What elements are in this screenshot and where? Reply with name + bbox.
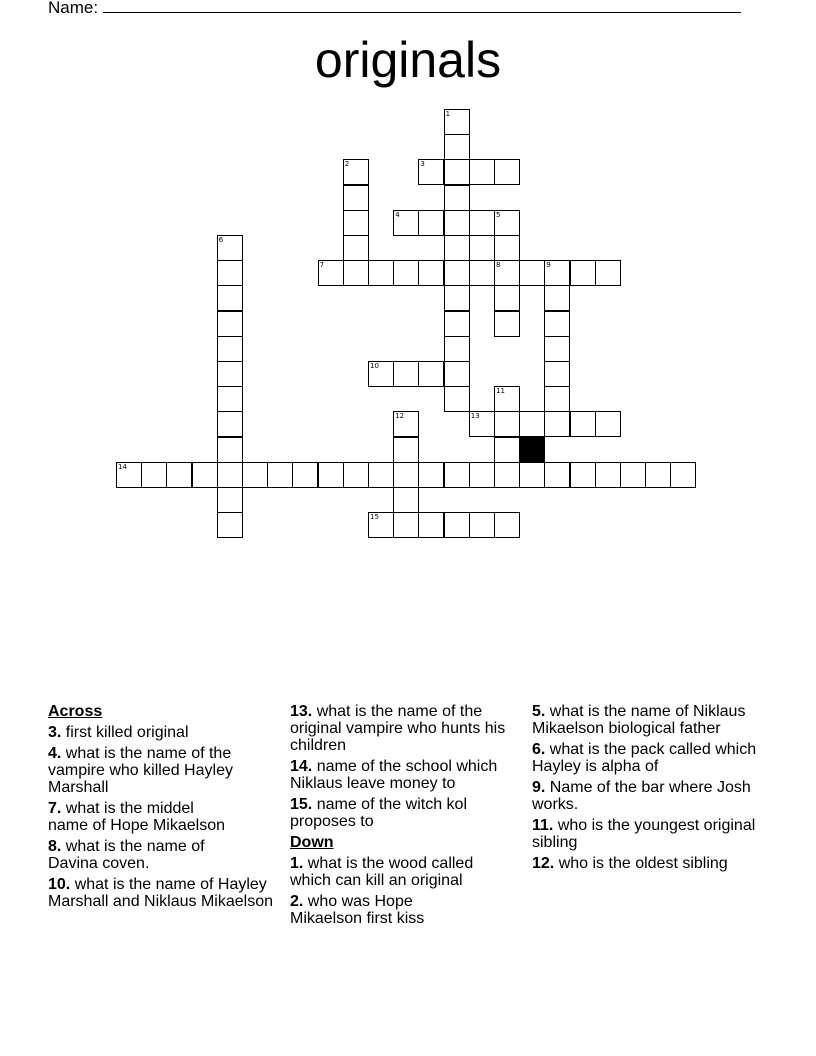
- across-heading: Across: [48, 703, 103, 720]
- grid-cell[interactable]: [217, 285, 243, 311]
- grid-cell[interactable]: [544, 462, 570, 488]
- grid-cell[interactable]: [494, 235, 520, 261]
- grid-cell[interactable]: [393, 437, 419, 463]
- grid-cell[interactable]: [418, 512, 444, 538]
- grid-cell[interactable]: [217, 487, 243, 513]
- grid-cell[interactable]: [494, 285, 520, 311]
- grid-cell[interactable]: [217, 336, 243, 362]
- clue-down-9: 9. Name of the bar where Josh works.: [532, 779, 751, 813]
- grid-cell[interactable]: [343, 185, 369, 211]
- grid-cell[interactable]: [469, 411, 495, 437]
- grid-cell[interactable]: [217, 235, 243, 261]
- grid-cell[interactable]: [494, 512, 520, 538]
- grid-cell[interactable]: [343, 210, 369, 236]
- clue-down-1: 1. what is the wood called which can kill an original: [290, 855, 474, 889]
- grid-cell[interactable]: [444, 210, 470, 236]
- grid-cell[interactable]: [444, 311, 470, 337]
- grid-cell[interactable]: [292, 462, 318, 488]
- grid-cell[interactable]: [418, 361, 444, 387]
- clue-across-4: 4. what is the name of the vampire who killed Hayley Marshall: [48, 745, 233, 796]
- grid-cell[interactable]: [393, 462, 419, 488]
- grid-cell[interactable]: [469, 462, 495, 488]
- clue-across-8: 8. what is the name of Davina coven.: [48, 838, 205, 872]
- grid-cell[interactable]: [166, 462, 192, 488]
- cell-number: 9: [546, 261, 551, 270]
- grid-cell[interactable]: [595, 260, 621, 286]
- grid-cell[interactable]: [444, 159, 470, 185]
- grid-cell[interactable]: [444, 512, 470, 538]
- grid-cell[interactable]: [444, 386, 470, 412]
- grid-cell[interactable]: [595, 462, 621, 488]
- name-label: Name:: [48, 0, 99, 17]
- grid-cell[interactable]: [544, 285, 570, 311]
- clue-across-15: 15. name of the witch kol proposes to: [290, 796, 467, 830]
- grid-cell[interactable]: [393, 210, 419, 236]
- grid-cell[interactable]: [418, 159, 444, 185]
- cell-number: 15: [370, 513, 379, 522]
- grid-cell[interactable]: [343, 462, 369, 488]
- cell-number: 3: [420, 160, 425, 169]
- grid-cell[interactable]: [570, 411, 596, 437]
- clue-column-3: [532, 703, 772, 876]
- grid-cell[interactable]: [242, 462, 268, 488]
- clue-across-10: 10. what is the name of Hayley Marshall and Niklaus Mikaelson: [48, 876, 273, 910]
- grid-cell[interactable]: [368, 260, 394, 286]
- grid-cell[interactable]: [418, 462, 444, 488]
- grid-cell[interactable]: [444, 260, 470, 286]
- grid-cell[interactable]: [393, 512, 419, 538]
- grid-cell[interactable]: [217, 361, 243, 387]
- grid-cell[interactable]: [368, 512, 394, 538]
- grid-cell[interactable]: [393, 260, 419, 286]
- grid-cell[interactable]: [519, 260, 545, 286]
- grid-cell[interactable]: [217, 311, 243, 337]
- cell-number: 5: [496, 210, 501, 219]
- grid-cell[interactable]: [418, 260, 444, 286]
- grid-cell[interactable]: [368, 462, 394, 488]
- grid-cell[interactable]: [343, 260, 369, 286]
- cell-number: 8: [496, 261, 501, 270]
- grid-cell[interactable]: [318, 260, 344, 286]
- clue-down-5: 5. what is the name of Niklaus Mikaelson biological father: [532, 703, 746, 737]
- grid-cell[interactable]: [494, 311, 520, 337]
- grid-cell[interactable]: [519, 411, 545, 437]
- grid-cell[interactable]: [544, 411, 570, 437]
- grid-cell[interactable]: [217, 462, 243, 488]
- grid-cell[interactable]: [116, 462, 142, 488]
- grid-cell[interactable]: [217, 411, 243, 437]
- cell-number: 10: [370, 362, 379, 370]
- cell-number: 6: [218, 236, 224, 244]
- grid-cell[interactable]: [444, 109, 470, 135]
- grid-cell[interactable]: [267, 462, 293, 488]
- clue-down-12: 12. who is the oldest sibling: [532, 855, 728, 872]
- grid-cell[interactable]: [217, 512, 243, 538]
- cell-number: 12: [395, 412, 405, 421]
- black-cell: [519, 437, 545, 463]
- clue-across-7: 7. what is the middel name of Hope Mikaelson: [48, 800, 225, 834]
- grid-cell[interactable]: [570, 462, 596, 488]
- grid-cell[interactable]: [217, 260, 243, 286]
- grid-cell[interactable]: [217, 386, 243, 412]
- grid-cell[interactable]: [519, 462, 545, 488]
- grid-cell[interactable]: [544, 361, 570, 387]
- grid-cell[interactable]: [620, 462, 646, 488]
- grid-cell[interactable]: [544, 386, 570, 412]
- clue-across-14: 14. name of the school which Niklaus leave money to: [290, 758, 498, 792]
- grid-cell[interactable]: [343, 235, 369, 261]
- down-heading: Down: [290, 834, 334, 851]
- grid-cell[interactable]: [544, 260, 570, 286]
- grid-cell[interactable]: [368, 361, 394, 387]
- name-field[interactable]: [48, 0, 741, 18]
- cell-number: 2: [344, 160, 350, 169]
- grid-cell[interactable]: [192, 462, 218, 488]
- grid-cell[interactable]: [393, 361, 419, 387]
- clue-down-2: 2. who was Hope Mikaelson first kiss: [290, 893, 425, 927]
- grid-cell[interactable]: [494, 437, 520, 463]
- grid-cell[interactable]: [418, 210, 444, 236]
- cell-number: 13: [470, 412, 480, 421]
- cell-number: 14: [118, 462, 127, 471]
- clue-across-13: 13. what is the name of the original vampire who hunts his children: [290, 703, 506, 754]
- grid-cell[interactable]: [645, 462, 671, 488]
- grid-cell[interactable]: [570, 260, 596, 286]
- grid-cell[interactable]: [544, 336, 570, 362]
- grid-cell[interactable]: [343, 159, 369, 185]
- grid-cell[interactable]: [670, 462, 696, 488]
- grid-cell[interactable]: [544, 311, 570, 337]
- grid-cell[interactable]: [494, 386, 520, 412]
- puzzle-title: originals: [314, 32, 502, 88]
- grid-cell[interactable]: [469, 260, 495, 286]
- grid-cell[interactable]: [444, 361, 470, 387]
- cell-number: 4: [395, 210, 400, 219]
- clue-column-1: [48, 701, 280, 914]
- cell-number: 1: [445, 110, 451, 118]
- cell-number: 7: [319, 261, 325, 270]
- grid-cell[interactable]: [444, 235, 470, 261]
- grid-cell[interactable]: [141, 462, 167, 488]
- grid-cell[interactable]: [444, 462, 470, 488]
- grid-cell[interactable]: [469, 512, 495, 538]
- grid-cell[interactable]: [318, 462, 344, 488]
- grid-cell[interactable]: [469, 159, 495, 185]
- clue-across-3: 3. first killed original: [48, 724, 189, 741]
- grid-cell[interactable]: [444, 185, 470, 211]
- clue-down-6: 6. what is the pack called which Hayley is alpha of: [532, 741, 757, 775]
- grid-cell[interactable]: [469, 210, 495, 236]
- clue-column-2: [290, 703, 518, 931]
- grid-cell[interactable]: [393, 487, 419, 513]
- grid-cell[interactable]: [217, 437, 243, 463]
- grid-cell[interactable]: [494, 462, 520, 488]
- grid-cell[interactable]: [444, 336, 470, 362]
- grid-cell[interactable]: [494, 210, 520, 236]
- grid-cell[interactable]: [494, 411, 520, 437]
- grid-cell[interactable]: [444, 134, 470, 160]
- name-underline[interactable]: [103, 0, 741, 13]
- grid-cell[interactable]: [494, 260, 520, 286]
- cell-number: 11: [496, 387, 505, 396]
- grid-cell[interactable]: [595, 411, 621, 437]
- grid-cell[interactable]: [494, 159, 520, 185]
- grid-cell[interactable]: [444, 285, 470, 311]
- clue-down-11: 11. who is the youngest original sibling: [532, 817, 756, 851]
- grid-cell[interactable]: [393, 411, 419, 437]
